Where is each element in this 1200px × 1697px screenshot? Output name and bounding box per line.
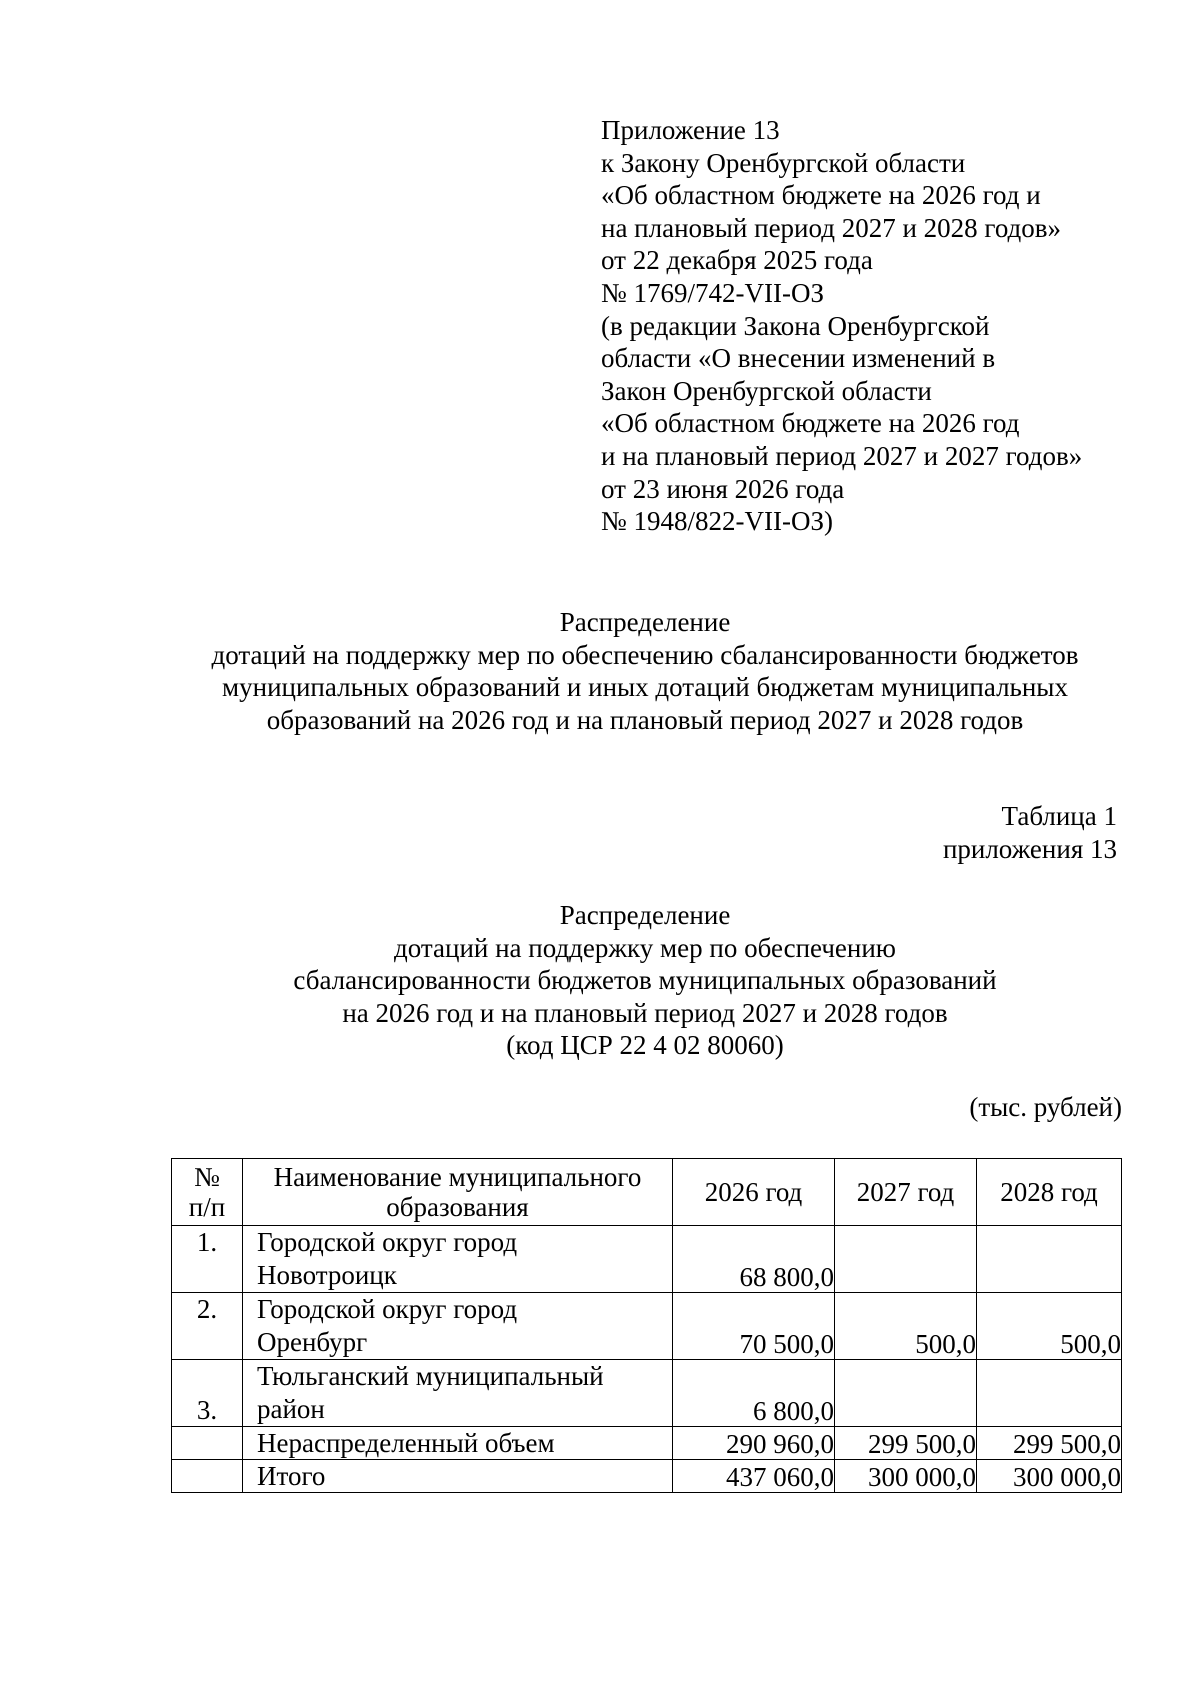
header-2026: 2026 год: [673, 1159, 835, 1226]
main-title-line: муниципальных образований и иных дотаций бюджетам муниципальных: [222, 672, 1068, 703]
appendix-line: от 22 декабря 2025 года: [601, 245, 873, 276]
row-value-2027: 299 500,0: [835, 1427, 977, 1460]
main-title-line: дотаций на поддержку мер по обеспечению сбалансированности бюджетов: [211, 639, 1079, 670]
row-value-2027: 300 000,0: [835, 1460, 977, 1493]
appendix-line: № 1948/822-VII-ОЗ): [601, 506, 833, 537]
header-2028: 2028 год: [977, 1159, 1122, 1226]
table-title-line: дотаций на поддержку мер по обеспечению: [394, 932, 896, 963]
appendix-header: [601, 114, 1161, 538]
row-name: [243, 1293, 673, 1360]
table-title-line: Распределение: [559, 900, 731, 930]
appendix-line: (в редакции Закона Оренбургской: [601, 310, 990, 341]
appendix-line: № 1769/742-VII-ОЗ: [601, 277, 825, 308]
row-number: 3.: [172, 1360, 243, 1427]
row-value-2028: 500,0: [977, 1293, 1122, 1360]
table-ref-line: Таблица 1: [1001, 801, 1117, 831]
table-total-row: [172, 1460, 1122, 1493]
row-value-2028: 299 500,0: [977, 1427, 1122, 1460]
table-header-row: [172, 1159, 1122, 1226]
appendix-line: «Об областном бюджете на 2026 год: [601, 408, 1020, 439]
row-value-2028: 300 000,0: [977, 1460, 1122, 1493]
appendix-line: области «О внесении изменений в: [601, 343, 996, 374]
row-value-2028: [977, 1226, 1122, 1293]
appendix-line: Приложение 13: [601, 115, 780, 145]
row-name-line: Городской округ город: [257, 1227, 518, 1257]
main-title-line: образований на 2026 год и на плановый период 2027 и 2028 годов: [266, 704, 1024, 735]
table-row: [172, 1226, 1122, 1293]
row-value-2027: [835, 1226, 977, 1293]
row-value-2026: 6 800,0: [673, 1360, 835, 1427]
table-ref-line: приложения 13: [942, 833, 1117, 864]
distribution-table: [171, 1158, 1122, 1493]
header-name-line: образования: [386, 1192, 529, 1222]
table-row: [172, 1427, 1122, 1460]
main-title-line: Распределение: [559, 607, 731, 637]
row-value-2027: 500,0: [835, 1293, 977, 1360]
appendix-line: на плановый период 2027 и 2028 годов»: [601, 212, 1062, 243]
appendix-line: и на плановый период 2027 и 2027 годов»: [601, 440, 1083, 471]
table-row: [172, 1293, 1122, 1360]
units-label: (тыс. рублей): [969, 1092, 1122, 1122]
row-number: 2.: [172, 1293, 243, 1360]
row-name: [243, 1226, 673, 1293]
row-value-2026: 290 960,0: [673, 1427, 835, 1460]
row-name: [243, 1360, 673, 1427]
row-name-line: Тюльганский муниципальный: [257, 1361, 604, 1391]
table-reference: [943, 800, 1117, 865]
row-number: 1.: [172, 1226, 243, 1293]
appendix-line: Закон Оренбургской области: [601, 375, 932, 406]
appendix-line: к Закону Оренбургской области: [601, 147, 966, 178]
row-number: [172, 1427, 243, 1460]
row-value-2026: 68 800,0: [673, 1226, 835, 1293]
row-name-line: Новотроицк: [257, 1260, 397, 1290]
appendix-line: «Об областном бюджете на 2026 год и: [601, 180, 1041, 211]
main-title: [140, 606, 1150, 736]
row-name-line: Городской округ город: [257, 1294, 518, 1324]
header-2027: 2027 год: [835, 1159, 977, 1226]
table-title-line: (код ЦСР 22 4 02 80060): [506, 1030, 784, 1061]
table-row: [172, 1360, 1122, 1427]
row-name: Нераспределенный объем: [243, 1427, 673, 1460]
header-name: [243, 1159, 673, 1226]
row-value-2026: 437 060,0: [673, 1460, 835, 1493]
header-number-line: п/п: [188, 1192, 226, 1222]
row-value-2028: [977, 1360, 1122, 1427]
row-value-2026: 70 500,0: [673, 1293, 835, 1360]
row-number: [172, 1460, 243, 1493]
row-name-line: район: [257, 1394, 325, 1424]
row-value-2027: [835, 1360, 977, 1427]
appendix-line: от 23 июня 2026 года: [601, 473, 845, 504]
header-number-line: №: [194, 1162, 220, 1192]
table-title-line: на 2026 год и на плановый период 2027 и 2028 годов: [342, 997, 948, 1028]
row-name: Итого: [243, 1460, 673, 1493]
header-number: [172, 1159, 243, 1226]
table-title: [140, 899, 1150, 1062]
row-name-line: Оренбург: [257, 1327, 368, 1357]
header-name-line: Наименование муниципального: [273, 1162, 642, 1192]
table-title-line: сбалансированности бюджетов муниципальных образований: [293, 965, 997, 996]
